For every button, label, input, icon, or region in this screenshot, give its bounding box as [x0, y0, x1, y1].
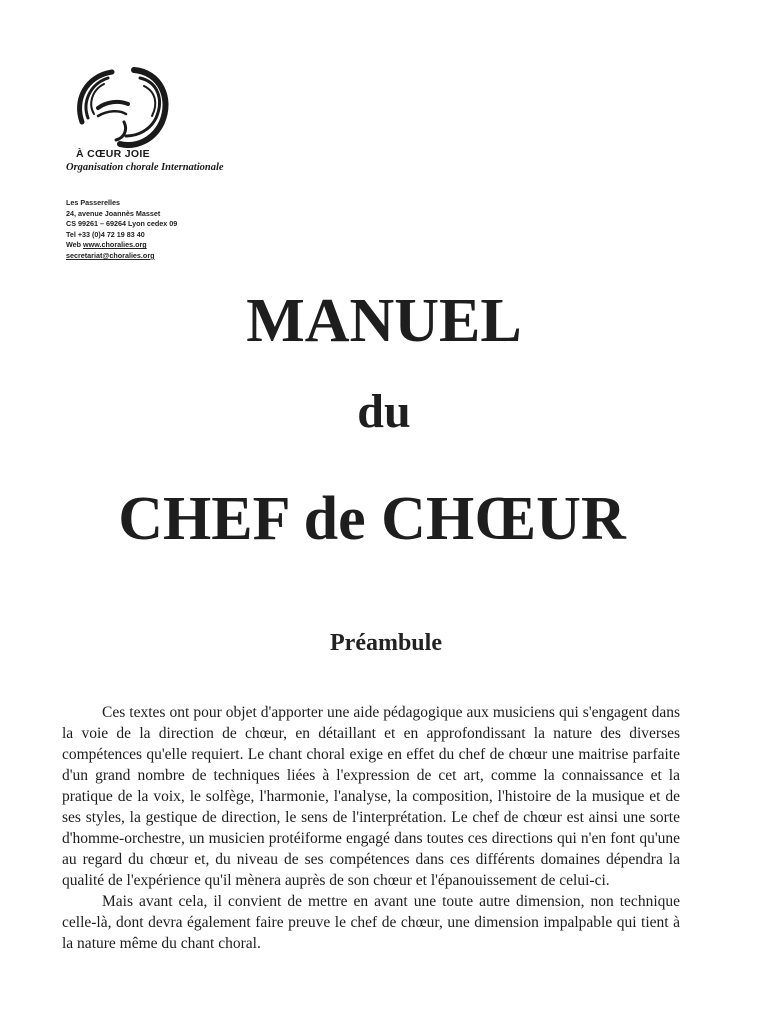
address-line: Les Passerelles: [66, 198, 120, 207]
letterhead: [66, 64, 306, 173]
address-line: 24, avenue Joannès Masset: [66, 208, 161, 218]
title-line-chef-de-choeur: CHEF de CHŒUR: [118, 485, 626, 553]
choir-logo-icon: [68, 64, 180, 156]
organization-name: À CŒUR JOIE: [76, 148, 150, 160]
web-link[interactable]: www.choralies.org: [83, 240, 147, 250]
email-link[interactable]: secretariat@choralies.org: [66, 250, 155, 260]
address-line: CS 99261 – 69264 Lyon cedex 09: [66, 219, 178, 229]
phone-line: Tel +33 (0)4 72 19 83 40: [66, 229, 145, 239]
web-label: Web: [66, 240, 82, 250]
web-line: [66, 240, 177, 251]
title-line-manuel: MANUEL: [246, 287, 522, 355]
body-text: [62, 702, 680, 954]
address-block: [66, 198, 177, 262]
section-heading: Préambule: [330, 630, 442, 656]
title-line-du: du: [357, 385, 411, 438]
organization-subtitle: Organisation chorale Internationale: [66, 162, 224, 173]
paragraph: Mais avant cela, il convient de mettre en avant une toute autre dimension, non technique celle-là, dont devra également faire preuve le chef de chœur, une dimension impalpable qui tient à la nature même du chant choral.: [62, 893, 680, 952]
paragraph: Ces textes ont pour objet d'apporter une aide pédagogique aux musiciens qui s'engagent dans la voie de la direction de chœur, en détaillant et en approfondissant la nature des diverses compétences qu'elle requiert. Le chant choral exige en effet du chef de chœur une maitrise parfaite d'un grand nombre de techniques liées à l'expression de cet art, comme la connaissance et la pratique de la voix, le solfège, l'harmonie, l'analyse, la composition, l'histoire de la musique et de ses styles, la gestique de direction, le sens de l'interprétation. Le chef de chœur est ainsi une sorte d'homme-orchestre, un musicien protéiforme engagé dans toutes ces directions qui n'en font qu'une au regard du chœur et, du niveau de ses compétences dans ces différents domaines dépendra la qualité de l'expérience qu'il mènera auprès de son chœur et l'épanouissement de celui-ci.: [62, 704, 680, 889]
